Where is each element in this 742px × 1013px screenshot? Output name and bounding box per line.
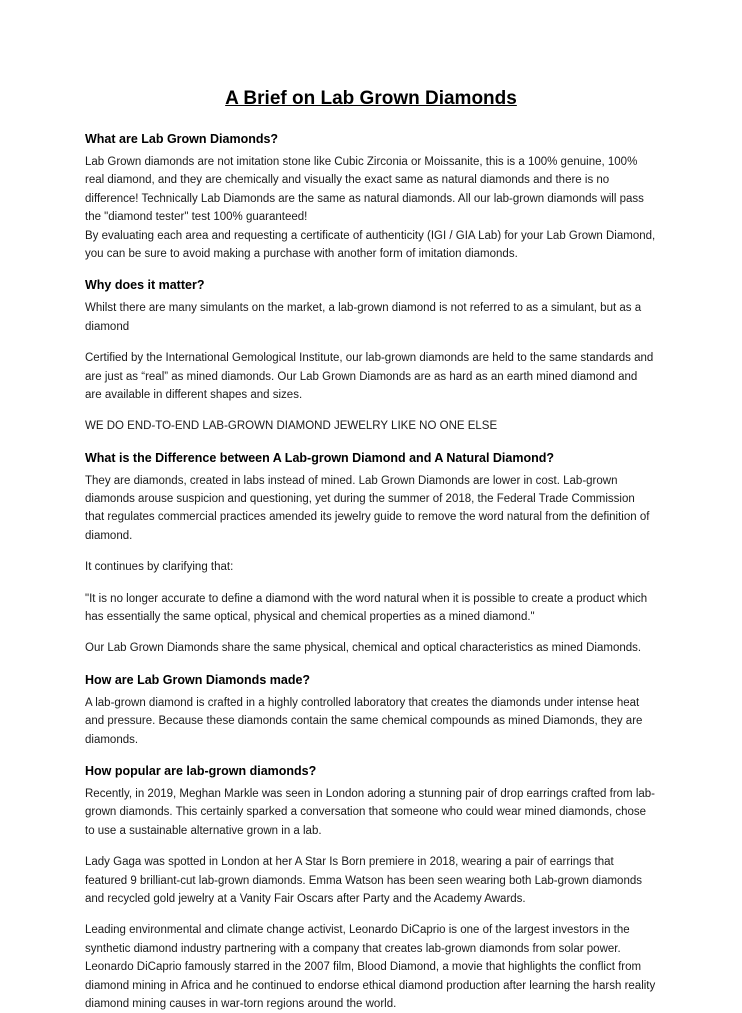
paragraph: They are diamonds, created in labs instead of mined. Lab Grown Diamonds are lower in cost. Lab-grown diamonds arouse suspicion and questioning, yet during the summer of 2018, the Federal Trade Commission that regulates commercial practices amended its jewelry guide to remove the word natural from the definition of diamond. xyxy=(85,474,650,542)
section-how-are-lab-grown-diamonds-made xyxy=(85,673,657,749)
paragraph: A lab-grown diamond is crafted in a highly controlled laboratory that creates the diamonds under intense heat and pressure. Because these diamonds contain the same chemical compounds as mined Diamonds, they are diamonds. xyxy=(85,696,643,746)
paragraph: Lab Grown diamonds are not imitation stone like Cubic Zirconia or Moissanite, this is a 100% genuine, 100% real diamond, and they are chemically and visually the exact same as natural diamonds and there is no difference! Technically Lab Diamonds are the same as natural diamonds. All our lab-grown diamonds will pass the "diamond tester" test 100% guaranteed! By evaluating each area and requesting a certificate of authenticity (IGI / GIA Lab) for your Lab Grown Diamond, you can be sure to avoid making a purchase with another form of imitation diamonds. xyxy=(85,156,656,260)
section-heading: Why does it matter? xyxy=(85,278,205,293)
section-heading: What are Lab Grown Diamonds? xyxy=(85,132,279,146)
paragraph: Recently, in 2019, Meghan Markle was seen in London adoring a stunning pair of drop earrings crafted from lab-grown diamonds. This certainly sparked a conversation that someone who could wear mined diamonds, chose to use a sustainable alternative grown in a lab. xyxy=(85,787,656,837)
section-why-does-it-matter xyxy=(85,278,657,435)
paragraph: WE DO END-TO-END LAB-GROWN DIAMOND JEWELRY LIKE NO ONE ELSE xyxy=(85,420,498,433)
section-how-popular-are-lab-grown-diamonds xyxy=(85,764,657,1013)
section-heading: How are Lab Grown Diamonds made? xyxy=(85,672,311,687)
paragraph: Our Lab Grown Diamonds share the same physical, chemical and optical characteristics as mined Diamonds. xyxy=(85,642,642,655)
document-title: A Brief on Lab Grown Diamonds xyxy=(225,88,517,109)
paragraph: It continues by clarifying that: xyxy=(85,561,234,574)
paragraph: Leading environmental and climate change activist, Leonardo DiCaprio is one of the largest investors in the synthetic diamond industry partnering with a company that creates lab-grown diamonds from solar power. Leonardo DiCaprio famously starred in the 2007 film, Blood Diamond, a movie that highlights the conflict from diamond mining in Africa and he continued to endorse ethical diamond production after learning the harsh reality diamond mining causes in war-torn regions around the world. xyxy=(85,924,656,1010)
section-heading: How popular are lab-grown diamonds? xyxy=(85,763,317,778)
paragraph: Lady Gaga was spotted in London at her A Star Is Born premiere in 2018, wearing a pair of earrings that featured 9 brilliant-cut lab-grown diamonds. Emma Watson has been seen wearing both Lab-grown diamonds and recycled gold jewelry at a Vanity Fair Oscars after Party and the Academy Awards. xyxy=(85,856,642,905)
paragraph: "It is no longer accurate to define a diamond with the word natural when it is possible to create a product which has essentially the same optical, physical and chemical properties as a mined diamond." xyxy=(85,592,648,624)
section-what-are-lab-grown-diamonds xyxy=(85,132,657,263)
paragraph: Certified by the International Gemological Institute, our lab-grown diamonds are held to the same standards and are just as “real” as mined diamonds. Our Lab Grown Diamonds are as hard as an earth mined diamond and are available in different shapes and sizes. xyxy=(85,352,654,401)
section-difference-lab-grown-vs-natural xyxy=(85,451,657,658)
paragraph: Whilst there are many simulants on the market, a lab-grown diamond is not referred to as a simulant, but as a diamond xyxy=(85,302,642,333)
section-heading: What is the Difference between A Lab-grown Diamond and A Natural Diamond? xyxy=(85,450,555,465)
